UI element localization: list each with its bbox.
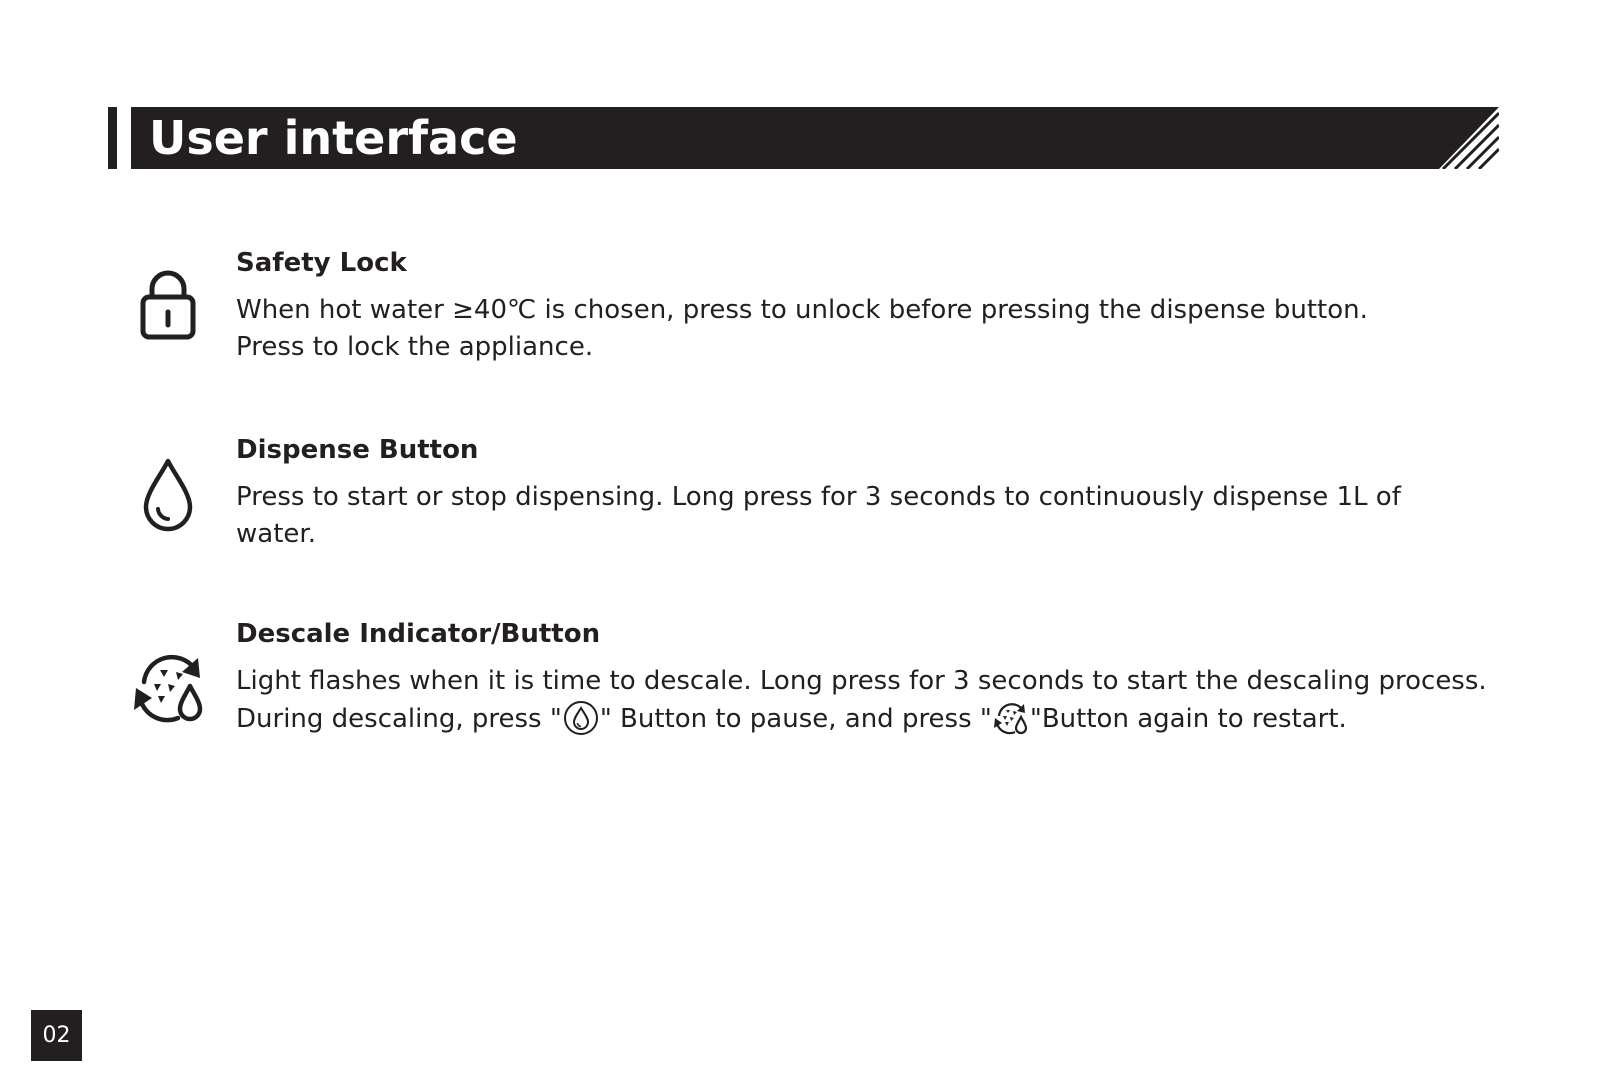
descale-text-line-2 xyxy=(236,700,1476,738)
header-accent-bar xyxy=(108,107,117,169)
descale-title: Descale Indicator/Button xyxy=(236,619,601,649)
water-drop-icon xyxy=(128,455,208,535)
dispense-text-line-2: water. xyxy=(236,519,316,549)
descale-text-line-1: Light flashes when it is time to descale. Long press for 3 seconds to start the descaling process. xyxy=(236,666,1487,696)
dispense-button-description xyxy=(236,479,1476,553)
safety-lock-text-line-1: When hot water ≥40℃ is chosen, press to unlock before pressing the dispense button. xyxy=(236,295,1368,325)
page-number: 02 xyxy=(31,1010,82,1061)
safety-lock-text-line-2: Press to lock the appliance. xyxy=(236,332,594,362)
descale-text-line-2-part-3: "Button again to restart. xyxy=(1029,704,1347,734)
descale-button-inline-icon xyxy=(992,700,1030,736)
header-bar xyxy=(131,107,1499,169)
safety-lock-title: Safety Lock xyxy=(236,248,407,278)
descale-icon xyxy=(128,648,208,728)
descale-text-line-2-part-2: " Button to pause, and press " xyxy=(599,704,992,734)
descale-description xyxy=(236,663,1487,738)
dispense-text-line-1: Press to start or stop dispensing. Long press for 3 seconds to continuously dispense 1L of xyxy=(236,482,1401,512)
page-title: User interface xyxy=(149,111,518,165)
safety-lock-description xyxy=(236,292,1476,366)
dispense-button-title: Dispense Button xyxy=(236,435,479,465)
descale-text-line-2-part-1: During descaling, press " xyxy=(236,704,562,734)
dispense-button-inline-icon xyxy=(562,700,600,736)
header-stripes-decoration xyxy=(1439,107,1499,169)
lock-icon xyxy=(128,267,208,347)
